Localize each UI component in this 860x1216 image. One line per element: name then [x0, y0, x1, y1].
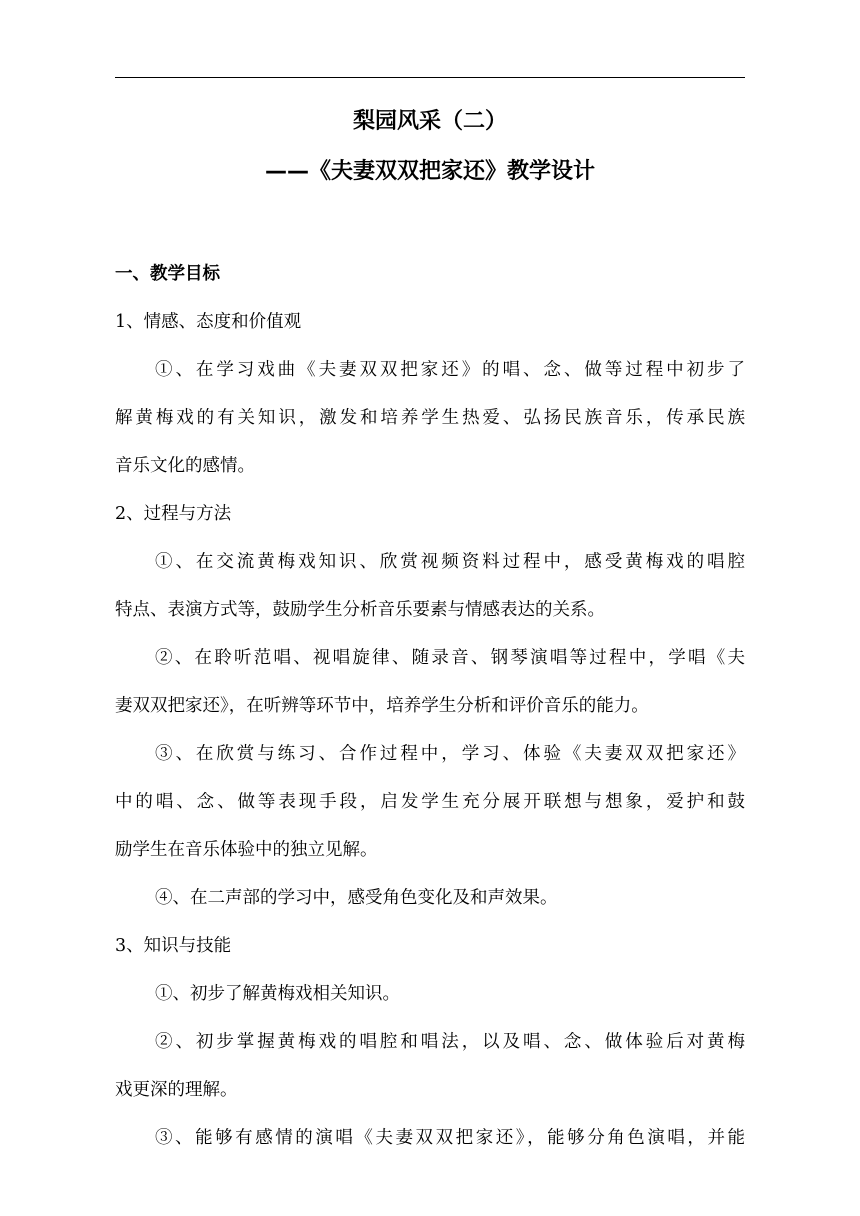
paragraph-line: 中的唱、念、做等表现手段，启发学生充分展开联想与想象，爱护和鼓 [115, 792, 745, 812]
paragraph-line: ①、在学习戏曲《夫妻双双把家还》的唱、念、做等过程中初步了 [155, 360, 745, 380]
paragraph-line: ②、在聆听范唱、视唱旋律、随录音、钢琴演唱等过程中，学唱《夫 [155, 648, 745, 668]
paragraph-line: 解黄梅戏的有关知识，激发和培养学生热爱、弘扬民族音乐，传承民族 [115, 408, 745, 428]
paragraph-line: ③、在欣赏与练习、合作过程中，学习、体验《夫妻双双把家还》 [155, 744, 745, 764]
document-subtitle: ——《夫妻双双把家还》教学设计 [264, 159, 595, 184]
paragraph-line: 音乐文化的感情。 [115, 456, 255, 476]
paragraph-line: ③、能够有感情的演唱《夫妻双双把家还》，能够分角色演唱，并能 [155, 1128, 745, 1148]
subsection-heading: 1、情感、态度和价值观 [115, 312, 302, 332]
paragraph-line: ②、初步掌握黄梅戏的唱腔和唱法，以及唱、念、做体验后对黄梅 [155, 1032, 745, 1052]
paragraph-line: 戏更深的理解。 [115, 1080, 238, 1100]
paragraph-line: ④、在二声部的学习中，感受角色变化及和声效果。 [155, 888, 558, 908]
header-rule [115, 77, 745, 78]
section-heading: 一、教学目标 [115, 264, 220, 284]
document-body [115, 260, 745, 1172]
paragraph-line: ①、初步了解黄梅戏相关知识。 [155, 984, 400, 1004]
paragraph-line: 妻双双把家还》，在听辨等环节中，培养学生分析和评价音乐的能力。 [115, 696, 649, 716]
paragraph-line: 特点、表演方式等，鼓励学生分析音乐要素与情感表达的关系。 [115, 600, 605, 620]
paragraph-line: 励学生在音乐体验中的独立见解。 [115, 840, 378, 860]
subsection-heading: 2、过程与方法 [115, 504, 232, 524]
paragraph-line: ①、在交流黄梅戏知识、欣赏视频资料过程中，感受黄梅戏的唱腔 [155, 552, 745, 572]
subsection-heading: 3、知识与技能 [115, 936, 232, 956]
document-title: 梨园风采（二） [352, 109, 507, 134]
